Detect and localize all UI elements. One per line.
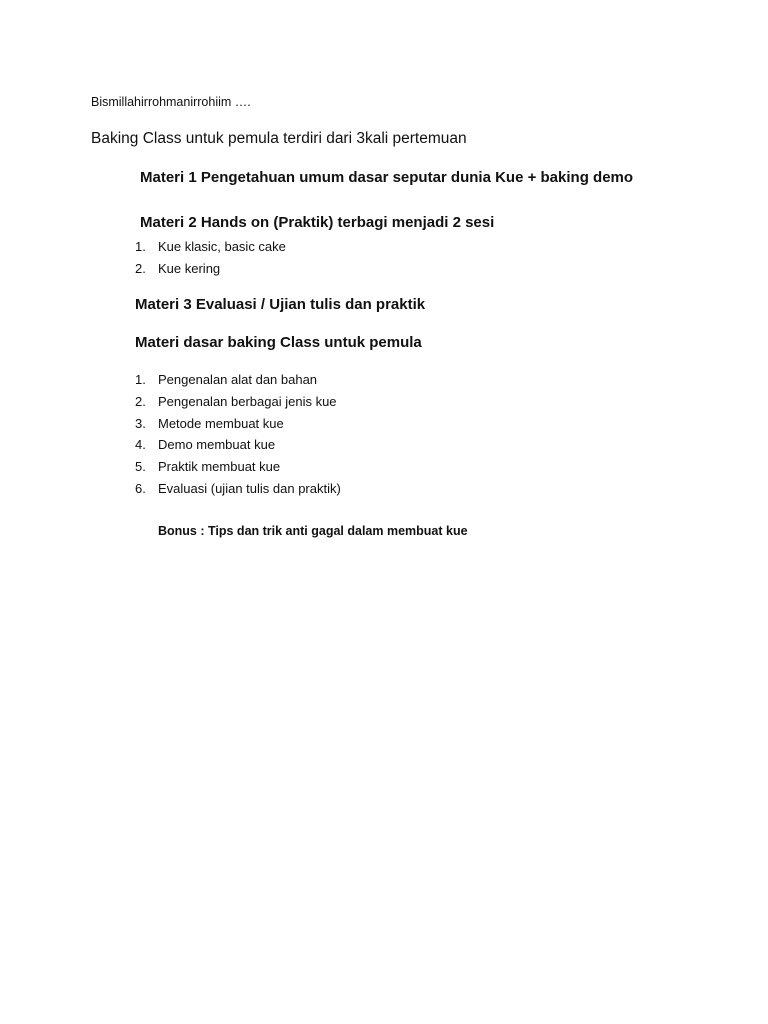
list-item-number: 6. bbox=[135, 480, 146, 496]
list-item-text: Kue klasic, basic cake bbox=[158, 239, 286, 254]
materi-dasar-heading: Materi dasar baking Class untuk pemula bbox=[135, 334, 422, 351]
list-item-text: Demo membuat kue bbox=[158, 437, 276, 453]
list-item-number: 2. bbox=[135, 260, 146, 276]
list-item-text: Pengenalan alat dan bahan bbox=[158, 372, 318, 387]
list-item-number: 2. bbox=[135, 393, 146, 409]
list-item-text: Metode membuat kue bbox=[158, 415, 284, 431]
list-item-number: 1. bbox=[135, 372, 146, 387]
materi-2-heading: Materi 2 Hands on (Praktik) terbagi menjadi 2 sesi bbox=[140, 214, 495, 231]
list-item-text: Evaluasi (ujian tulis dan praktik) bbox=[158, 480, 341, 496]
list-item-number: 4. bbox=[135, 437, 146, 453]
list-item-number: 3. bbox=[135, 415, 146, 431]
list-item-number: 5. bbox=[135, 459, 146, 475]
greeting-text: Bismillahirrohmanirrohiim …. bbox=[91, 95, 251, 109]
list-item-text: Kue kering bbox=[158, 260, 221, 276]
list-item-text: Praktik membuat kue bbox=[158, 459, 281, 475]
materi-3-heading: Materi 3 Evaluasi / Ujian tulis dan praktik bbox=[135, 296, 426, 313]
list-item-number: 1. bbox=[135, 239, 146, 254]
bonus-text: Bonus : Tips dan trik anti gagal dalam membuat kue bbox=[158, 524, 468, 538]
intro-text: Baking Class untuk pemula terdiri dari 3kali pertemuan bbox=[91, 130, 467, 147]
materi-1-heading: Materi 1 Pengetahuan umum dasar seputar dunia Kue + baking demo bbox=[140, 169, 634, 186]
list-item-text: Pengenalan berbagai jenis kue bbox=[158, 393, 337, 409]
